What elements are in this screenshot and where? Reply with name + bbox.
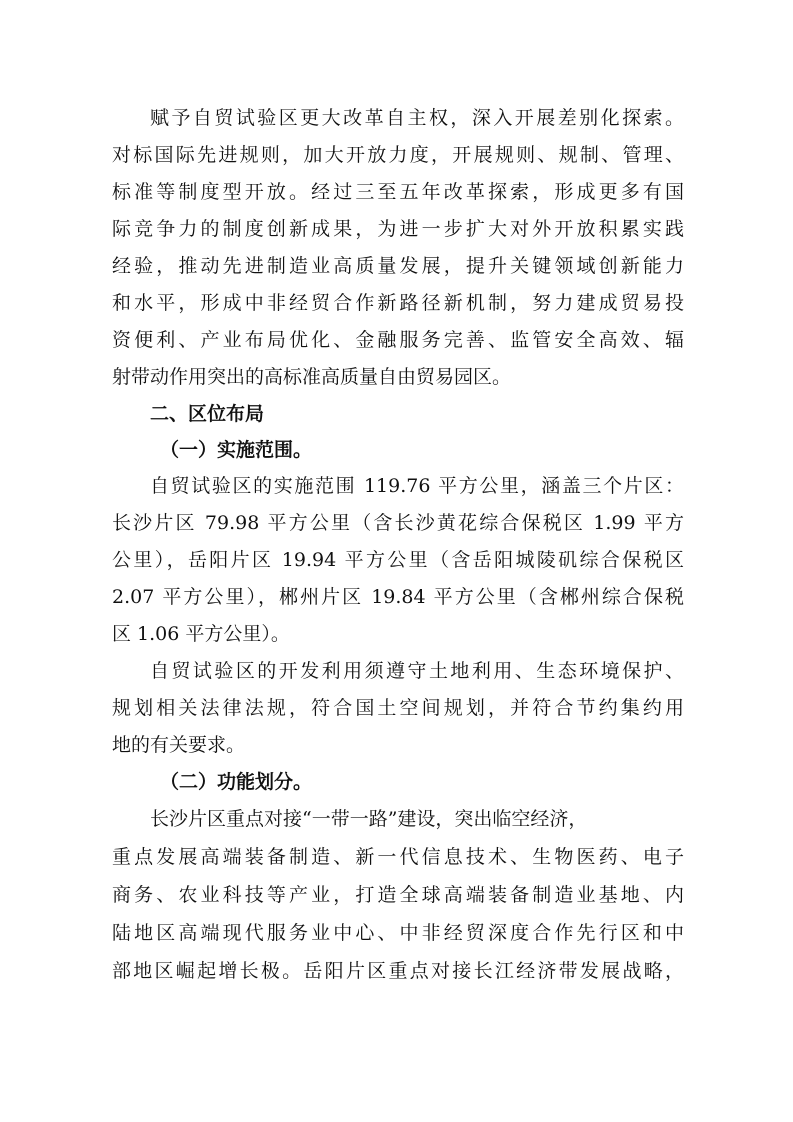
paragraph-line: 赋予自贸试验区更大改革自主权，深入开展差别化探索。	[150, 107, 684, 129]
paragraph-line: 对标国际先进规则，加大开放力度，开展规则、规制、管理、	[112, 144, 684, 166]
paragraph-line: 自贸试验区的实施范围 119.76 平方公里，涵盖三个片区：	[150, 475, 684, 497]
paragraph-line: 规划相关法律法规，符合国土空间规划，并符合节约集约用	[112, 697, 684, 719]
section-heading: 二、区位布局	[150, 403, 265, 425]
paragraph-line: 陆地区高端现代服务业中心、中非经贸深度合作先行区和中	[112, 922, 684, 944]
paragraph-line: 2.07 平方公里），郴州片区 19.84 平方公里（含郴州综合保税	[112, 586, 684, 608]
paragraph-line: 自贸试验区的开发利用须遵守土地利用、生态环境保护、	[150, 660, 684, 682]
paragraph-line: 标准等制度型开放。经过三至五年改革探索，形成更多有国	[112, 181, 684, 203]
paragraph-line: 射带动作用突出的高标准高质量自由贸易园区。	[112, 366, 512, 388]
paragraph-line: 重点发展高端装备制造、新一代信息技术、生物医药、电子	[112, 846, 684, 868]
paragraph-line: 长沙片区 79.98 平方公里（含长沙黄花综合保税区 1.99 平方	[112, 512, 684, 534]
paragraph-line: 商务、农业科技等产业，打造全球高端装备制造业基地、内	[112, 884, 684, 906]
subsection-heading: （二）功能划分。	[160, 771, 313, 793]
paragraph-line: 长沙片区重点对接“一带一路”建设，突出临空经济，	[150, 808, 588, 830]
paragraph-line: 际竞争力的制度创新成果，为进一步扩大对外开放积累实践	[112, 218, 684, 240]
paragraph-line: 部地区崛起增长极。岳阳片区重点对接长江经济带发展战略，	[112, 960, 684, 982]
paragraph-line: 公里），岳阳片区 19.94 平方公里（含岳阳城陵矶综合保税区	[112, 549, 684, 571]
paragraph-line: 资便利、产业布局优化、金融服务完善、监管安全高效、辐	[112, 329, 684, 351]
paragraph-line: 区 1.06 平方公里）。	[112, 623, 290, 645]
paragraph-line: 经验，推动先进制造业高质量发展，提升关键领域创新能力	[112, 255, 684, 277]
subsection-heading: （一）实施范围。	[160, 439, 313, 461]
paragraph-line: 和水平，形成中非经贸合作新路径新机制，努力建成贸易投	[112, 292, 684, 314]
paragraph-line: 地的有关要求。	[112, 734, 246, 756]
